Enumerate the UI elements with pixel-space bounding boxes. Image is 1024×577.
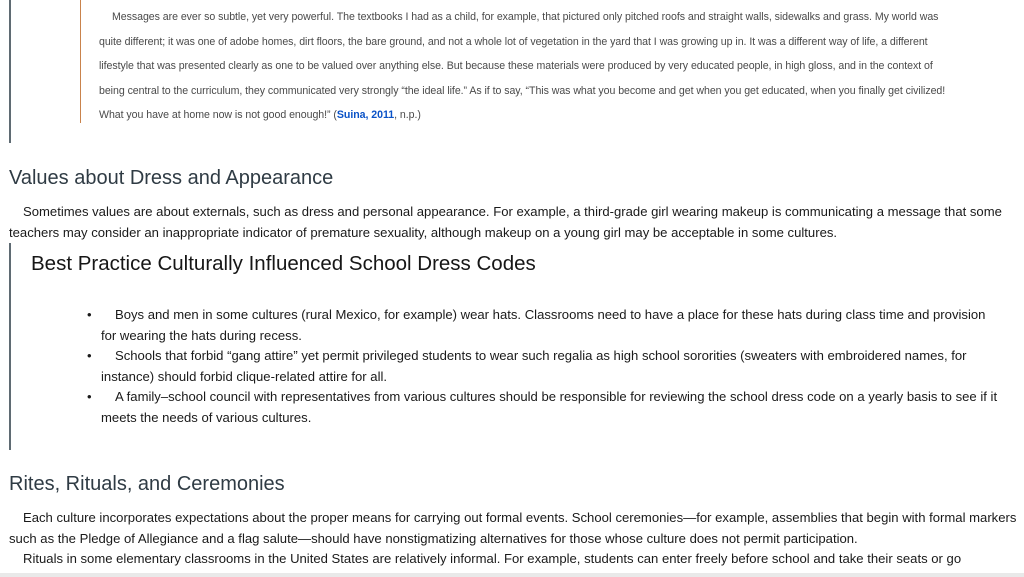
list-item (87, 305, 1001, 346)
blockquote-accent-rule (80, 0, 81, 123)
citation-rest: , n.p.) (394, 109, 421, 121)
rites-paragraph-2 (9, 549, 1017, 570)
list-item-text: Boys and men in some cultures (rural Mexico, for example) wear hats. Classrooms need to have a place for these hats during class time and provision for wearing the hats during recess. (101, 307, 986, 343)
blockquote-outer-rule (9, 0, 11, 143)
list-item-text: Schools that forbid “gang attire” yet permit privileged students to wear such regalia as high school sororities (sweaters with embroidered names, for instance) should forbid clique-related attire for all. (101, 348, 967, 384)
rites-paragraph-1-text: Each culture incorporates expectations about the proper means for carrying out formal events. School ceremonies—for example, assemblies that begin with formal markers such as the Pledge of Allegiance and a flag salute—should have nonstigmatizing alternatives for those whose culture does not permit participation. (9, 510, 1017, 546)
best-practice-box-rule (9, 243, 11, 450)
bullet-icon: • (87, 389, 92, 405)
list-item (87, 387, 1001, 428)
blockquote (99, 5, 959, 128)
rites-paragraph-1 (9, 508, 1017, 549)
blockquote-text: Messages are ever so subtle, yet very powerful. The textbooks I had as a child, for example, that pictured only pitched roofs and straight walls, sidewalks and grass. My world was quite different; it was one of adobe homes, dirt floors, the bare ground, and not a whole lot of vegetation in the yard that I was growing up in. It was a different way of life, a different lifestyle that was presented clearly as one to be valued over anything else. But because these materials were produced by very educated people, in high gloss, and in the context of being central to the curriculum, they communicated very strongly “the ideal life.” As if to say, “This was what you become and get when you get educated, when you finally get civilized! What you have at home now is not good enough!” (99, 11, 946, 121)
bullet-icon: • (87, 348, 92, 364)
scroll-edge (0, 573, 1024, 577)
citation-link[interactable]: Suina, 2011 (336, 109, 395, 121)
best-practice-list (87, 305, 1001, 429)
rites-paragraph-2-text: Rituals in some elementary classrooms in the United States are relatively informal. For example, students can enter freely before school and take their seats or go (23, 551, 962, 566)
values-paragraph-text: Sometimes values are about externals, such as dress and personal appearance. For example, a third-grade girl wearing makeup is communicating a message that some teachers may consider an inappropriate indicator of premature sexuality, although makeup on a young girl may be acceptable in some cultures. (9, 204, 1002, 240)
citation-open: ( (333, 109, 337, 121)
values-paragraph (9, 202, 1017, 243)
list-item-text: A family–school council with representatives from various cultures should be responsible for reviewing the school dress code on a yearly basis to see if it meets the needs of various cultures. (101, 389, 998, 425)
best-practice-title: Best Practice Culturally Influenced School Dress Codes (31, 252, 536, 275)
bullet-icon: • (87, 307, 92, 322)
section-heading-rites: Rites, Rituals, and Ceremonies (9, 473, 285, 495)
section-heading-values: Values about Dress and Appearance (9, 167, 334, 189)
list-item (87, 346, 1001, 387)
